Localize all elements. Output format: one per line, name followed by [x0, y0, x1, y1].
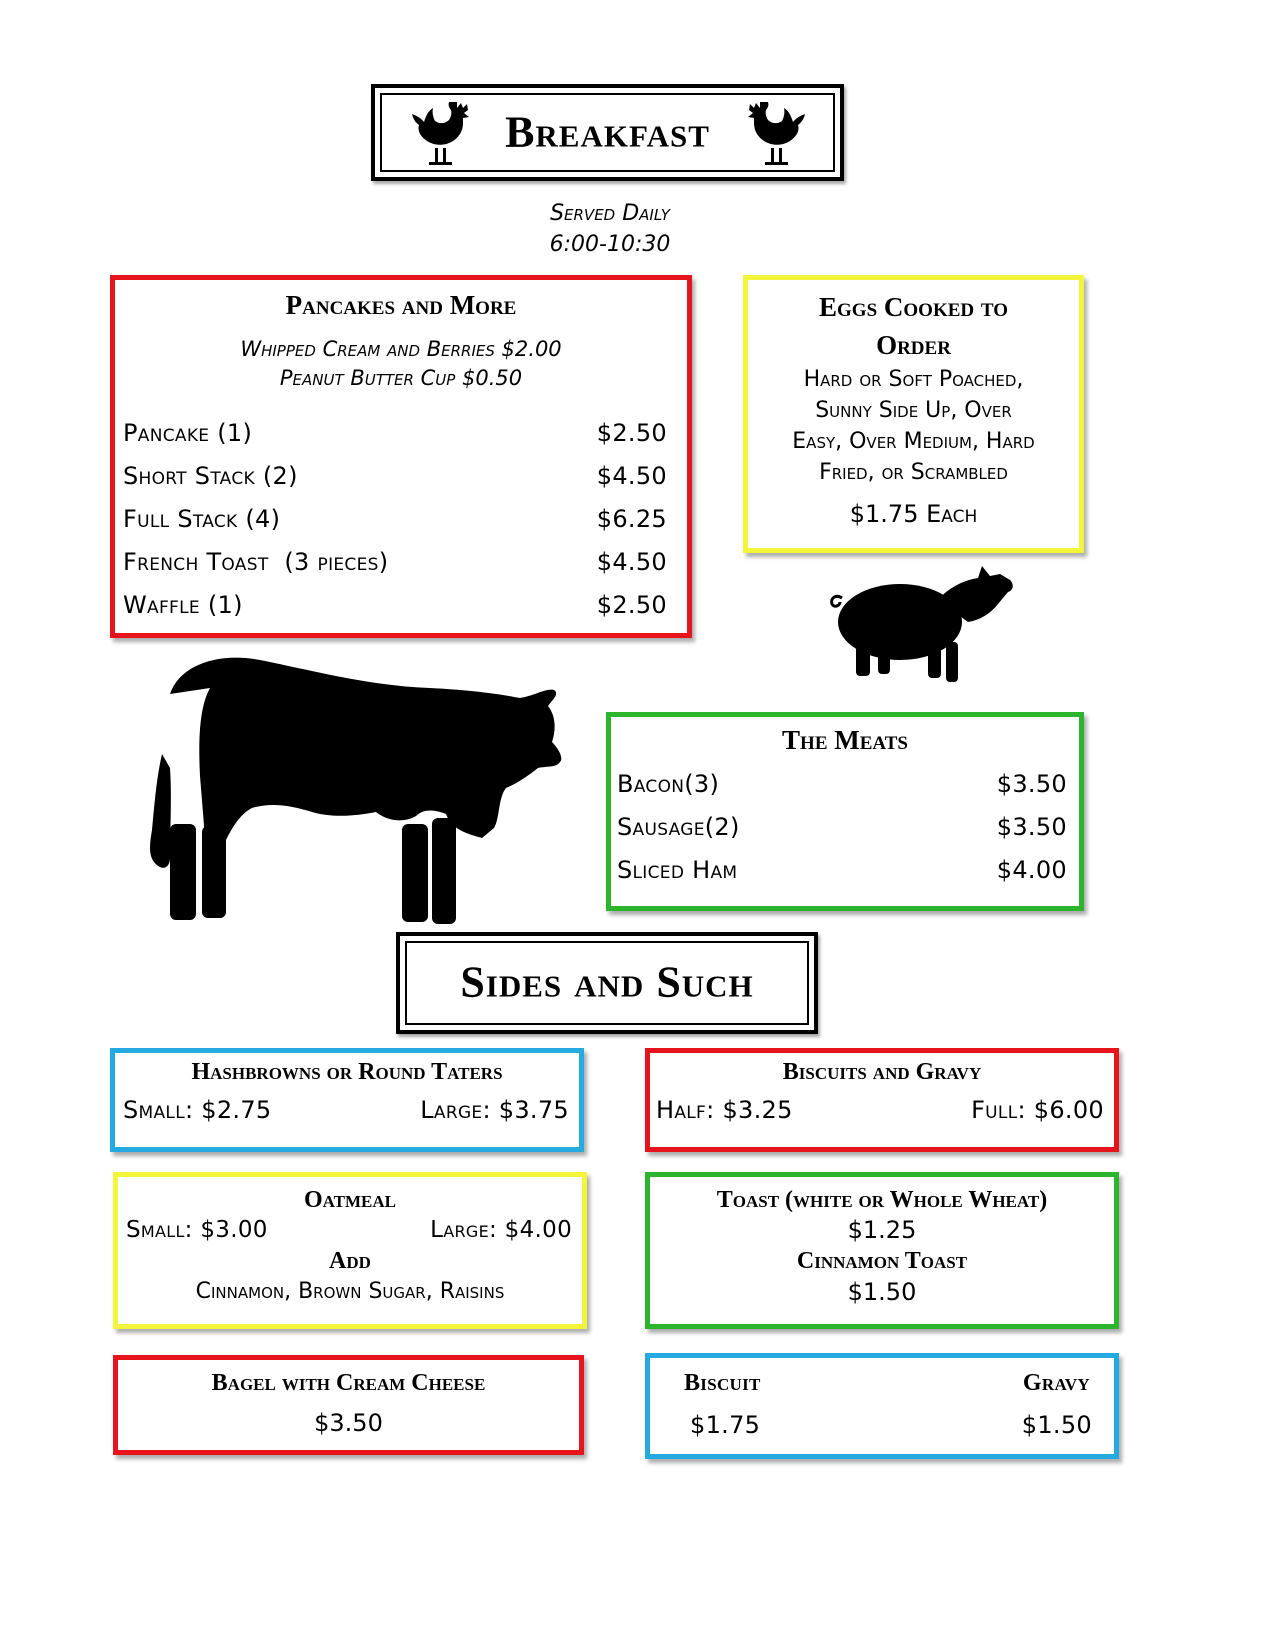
pancakes-addon-1: Whipped Cream and Berries $2.00 — [240, 337, 562, 361]
toast-title: Toast (white or Whole Wheat) — [716, 1187, 1048, 1213]
rooster-icon — [742, 102, 812, 168]
toast-price: $1.25 — [847, 1216, 917, 1244]
biscuits-gravy-box — [645, 1048, 1119, 1152]
biscuit-label: Biscuit — [684, 1370, 761, 1396]
pancakes-box — [110, 275, 692, 638]
hashbrowns-title: Hashbrowns or Round Taters — [191, 1059, 503, 1085]
oatmeal-large: Large: $4.00 — [430, 1217, 572, 1243]
eggs-description: Hard or Soft Poached, Sunny Side Up, Over Easy, Over Medium, Hard Fried, or Scrambled — [792, 367, 1035, 485]
biscuit-gravy-single-box — [645, 1353, 1119, 1459]
served-hours — [460, 198, 760, 260]
pig-icon — [828, 562, 1022, 686]
oatmeal-small: Small: $3.00 — [126, 1217, 268, 1243]
menu-item: Sausage(2) $3.50 — [617, 813, 1067, 841]
pancakes-list — [123, 419, 667, 634]
menu-item: Bacon(3) $3.50 — [617, 770, 1067, 798]
oatmeal-title: Oatmeal — [303, 1187, 397, 1213]
bagel-price: $3.50 — [314, 1409, 383, 1437]
toast-box — [645, 1172, 1119, 1329]
oatmeal-box — [113, 1172, 587, 1329]
oatmeal-add-label: Add — [329, 1248, 371, 1274]
menu-item: Pancake (1) $2.50 — [123, 419, 667, 447]
pancakes-title: Pancakes and More — [285, 290, 517, 320]
biscuits-gravy-half: Half: $3.25 — [656, 1096, 793, 1124]
sides-title: Sides and Such — [460, 957, 754, 1007]
served-daily-text: Served Daily — [550, 201, 670, 226]
biscuits-gravy-title: Biscuits and Gravy — [782, 1059, 982, 1085]
breakfast-title: Breakfast — [505, 106, 710, 156]
bagel-box — [113, 1355, 584, 1455]
eggs-price: $1.75 Each — [849, 500, 978, 528]
menu-item: Sliced Ham $4.00 — [617, 856, 1067, 884]
hashbrowns-prices — [123, 1096, 569, 1124]
cinnamon-toast-title: Cinnamon Toast — [796, 1248, 968, 1274]
biscuit-gravy-prices — [690, 1411, 1092, 1439]
oatmeal-add-items: Cinnamon, Brown Sugar, Raisins — [195, 1279, 505, 1304]
bagel-title: Bagel with Cream Cheese — [211, 1370, 486, 1396]
cow-icon — [140, 654, 570, 930]
gravy-price: $1.50 — [1021, 1411, 1092, 1439]
cinnamon-toast-price: $1.50 — [847, 1278, 917, 1306]
pancakes-addon-2: Peanut Butter Cup $0.50 — [279, 366, 523, 390]
hashbrowns-small: Small: $2.75 — [123, 1096, 272, 1124]
menu-item: Short Stack (2) $4.50 — [123, 462, 667, 490]
sides-title-plaque — [396, 932, 818, 1034]
eggs-box — [743, 275, 1084, 553]
biscuit-gravy-labels — [684, 1370, 1090, 1397]
biscuits-gravy-full: Full: $6.00 — [971, 1096, 1104, 1124]
menu-item: Waffle (1) $2.50 — [123, 591, 667, 619]
hashbrowns-box — [110, 1048, 584, 1152]
meats-list — [617, 770, 1067, 899]
gravy-label: Gravy — [1022, 1370, 1090, 1396]
breakfast-title-plaque — [371, 84, 844, 181]
eggs-title: Eggs Cooked to Order — [819, 292, 1008, 360]
served-time-text: 6:00-10:30 — [549, 232, 671, 257]
meats-box — [606, 712, 1084, 911]
biscuit-price: $1.75 — [690, 1411, 761, 1439]
menu-item: French Toast (3 pieces) $4.50 — [123, 548, 667, 576]
oatmeal-prices — [126, 1214, 572, 1246]
hashbrowns-large: Large: $3.75 — [420, 1096, 569, 1124]
menu-item: Full Stack (4) $6.25 — [123, 505, 667, 533]
meats-title: The Meats — [782, 725, 908, 755]
biscuits-gravy-prices — [656, 1096, 1104, 1124]
